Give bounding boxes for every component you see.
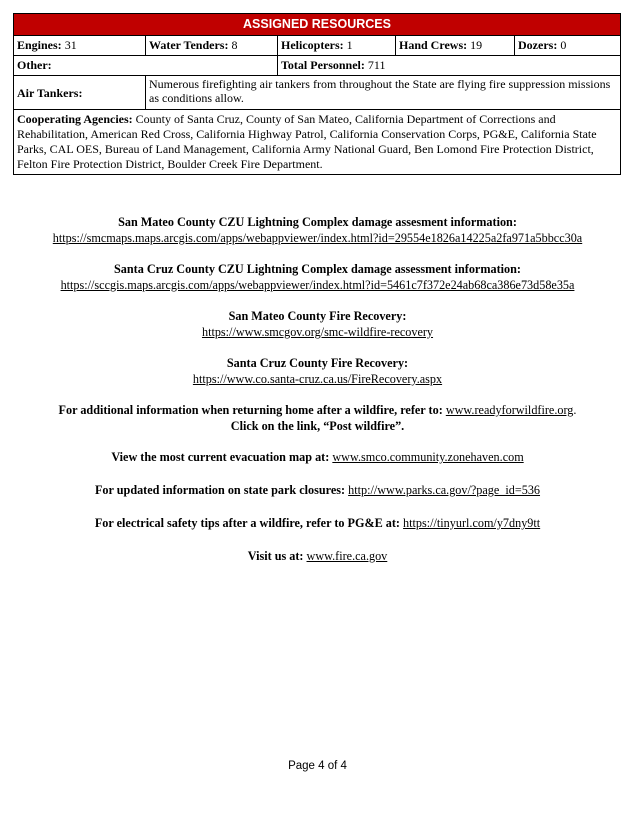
total-personnel-label: Total Personnel: — [281, 58, 365, 72]
water-tenders-value: 8 — [231, 38, 238, 52]
dozers-label: Dozers: — [518, 38, 558, 52]
sc-recovery-block — [0, 355, 635, 387]
sc-damage-link[interactable]: https://sccgis.maps.arcgis.com/apps/webappviewer/index.html?id=5461c7f372e24ab68ca386e73d58e35a — [60, 278, 575, 292]
evacuation-link[interactable]: www.smco.community.zonehaven.com — [332, 450, 524, 464]
sc-recovery-title: Santa Cruz County Fire Recovery: — [226, 356, 409, 370]
helicopters-value: 1 — [346, 38, 353, 52]
cooperating-agencies-label: Cooperating Agencies: — [17, 112, 133, 126]
hand-crews-cell — [396, 36, 515, 55]
total-personnel-cell — [278, 56, 620, 75]
evacuation-block — [0, 449, 635, 465]
sm-damage-title: San Mateo County CZU Lightning Complex damage assesment information: — [118, 215, 517, 229]
other-label: Other: — [17, 58, 52, 72]
dozers-value: 0 — [560, 38, 567, 52]
return-home-block — [0, 402, 635, 434]
water-tenders-label: Water Tenders: — [149, 38, 229, 52]
hand-crews-label: Hand Crews: — [399, 38, 468, 52]
other-cell — [14, 56, 278, 75]
electrical-link[interactable]: https://tinyurl.com/y7dny9tt — [403, 516, 541, 530]
sc-damage-block — [0, 261, 635, 293]
page-number: Page 4 of 4 — [288, 760, 347, 772]
cooperating-agencies-row — [14, 110, 620, 174]
parks-block — [0, 482, 635, 498]
air-tankers-label: Air Tankers: — [17, 85, 83, 100]
hand-crews-value: 19 — [470, 38, 483, 52]
visit-block — [0, 548, 635, 564]
return-home-instruction: Click on the link, “Post wildfire”. — [230, 419, 405, 433]
information-links — [0, 214, 635, 581]
return-home-text: For additional information when returning home after a wildfire, refer to: — [58, 403, 443, 417]
engines-value: 31 — [64, 38, 77, 52]
helicopters-label: Helicopters: — [281, 38, 344, 52]
table-header: ASSIGNED RESOURCES — [14, 14, 620, 36]
water-tenders-cell — [146, 36, 278, 55]
return-home-link[interactable]: www.readyforwildfire.org — [445, 403, 574, 417]
engines-label: Engines: — [17, 38, 62, 52]
sm-damage-link[interactable]: https://smcmaps.maps.arcgis.com/apps/webappviewer/index.html?id=29554e1826a14225a2fa971a5bbcc30a — [52, 231, 583, 245]
cooperating-agencies-cell — [14, 110, 620, 174]
total-personnel-value: 711 — [367, 58, 386, 72]
visit-link[interactable]: www.fire.ca.gov — [306, 549, 388, 563]
sm-recovery-link[interactable]: https://www.smcgov.org/smc-wildfire-recovery — [201, 325, 434, 339]
air-tankers-text: Numerous firefighting air tankers from throughout the State are flying fire suppression missions as conditions allow. — [149, 77, 611, 105]
other-row — [14, 56, 620, 76]
parks-text: For updated information on state park closures: — [94, 483, 346, 497]
return-home-period: . — [573, 403, 577, 417]
sm-recovery-block — [0, 308, 635, 340]
parks-link[interactable]: http://www.parks.ca.gov/?page_id=536 — [348, 483, 541, 497]
electrical-text: For electrical safety tips after a wildfire, refer to PG&E at: — [94, 516, 400, 530]
sc-recovery-link[interactable]: https://www.co.santa-cruz.ca.us/FireRecovery.aspx — [192, 372, 443, 386]
assigned-resources-table — [13, 13, 621, 175]
dozers-cell — [515, 36, 620, 55]
engines-cell — [14, 36, 146, 55]
visit-text: Visit us at: — [247, 549, 304, 563]
resources-counts-row — [14, 36, 620, 56]
cooperating-agencies-text: County of Santa Cruz, County of San Mateo, California Department of Corrections and Rehabilitation, American Red Cross, California Highway Patrol, California Conservation Corps, PG&E, California State Parks, CAL OES, Bureau of Land Management, California Army National Guard, Ben Lomond Fire Protection District, Felton Fire Protection District, Boulder Creek Fire Department. — [17, 112, 597, 171]
sm-damage-block — [0, 214, 635, 246]
sm-recovery-title: San Mateo County Fire Recovery: — [228, 309, 407, 323]
helicopters-cell — [278, 36, 396, 55]
air-tankers-row — [14, 76, 620, 110]
sc-damage-title: Santa Cruz County CZU Lightning Complex damage assessment information: — [114, 262, 521, 276]
electrical-block — [0, 515, 635, 531]
air-tankers-label-cell — [14, 76, 146, 109]
evacuation-text: View the most current evacuation map at: — [111, 450, 330, 464]
